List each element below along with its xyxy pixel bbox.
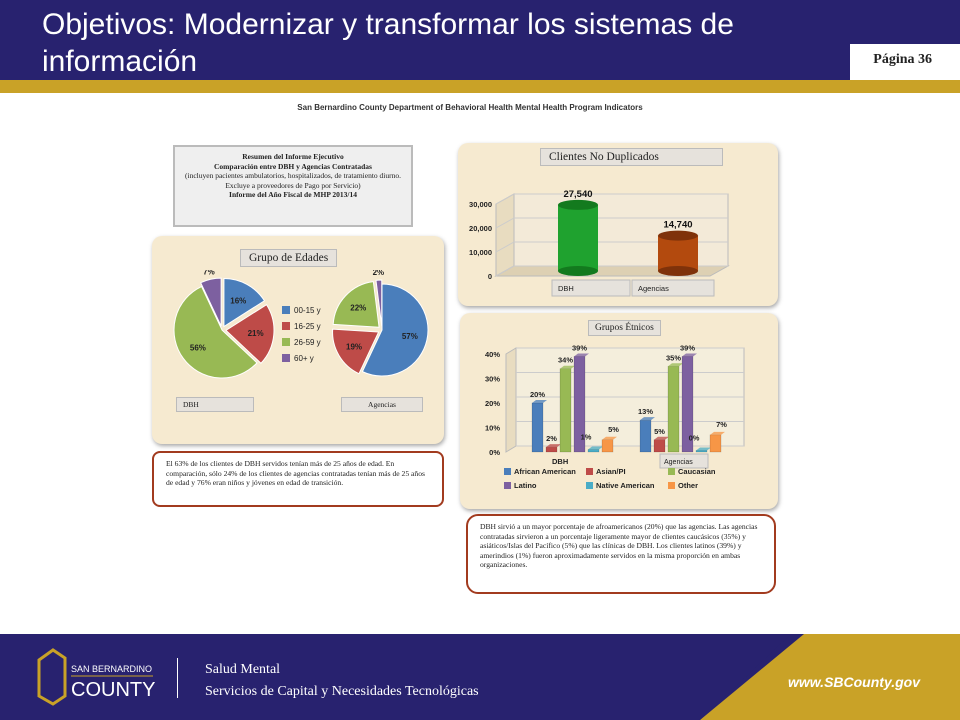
summary-line-4: Informe del Año Fiscal de MHP 2013/14 <box>229 190 357 199</box>
ethnic-legend-swatch-2 <box>668 468 675 475</box>
clients-bar-base-0 <box>558 266 598 276</box>
logo-top-text: SAN BERNARDINO <box>71 664 153 674</box>
age-agencias-label: Agencias <box>341 397 423 412</box>
ethnic-bar-0-5 <box>602 440 613 452</box>
pie-legend-label-3: 60+ y <box>294 354 314 363</box>
ethnic-label-0-0: 20% <box>529 390 546 399</box>
pie-1-label-0: 57% <box>401 332 418 342</box>
ethnic-label-1-0: 13% <box>637 407 654 417</box>
ethnic-legend-label-4: Native American <box>596 481 655 490</box>
footer-line-2: Servicios de Capital y Necesidades Tecnológicas <box>205 684 479 699</box>
pie-legend-swatch-0 <box>282 306 290 314</box>
ethnic-bar-top-0-4 <box>588 447 603 450</box>
ethnic-label-1-4: 0% <box>688 433 700 443</box>
clients-bar-base-1 <box>658 266 698 276</box>
ethnic-title: Grupos Étnicos <box>588 320 661 336</box>
ethnic-legend-label-5: Other <box>678 481 699 490</box>
ethnic-bar-chart <box>460 338 778 506</box>
clients-ytick-1: 10,000 <box>469 248 492 257</box>
pie-legend-label-0: 00-15 y <box>294 306 321 315</box>
ethnic-ytick-3: 30% <box>484 374 500 384</box>
ethnic-bar-1-0 <box>640 420 651 452</box>
ethnic-ytick-2: 20% <box>484 399 500 408</box>
logo-main-text: COUNTY <box>71 679 156 701</box>
ethnic-ytick-0: 0% <box>489 448 500 457</box>
summary-line-2: Comparación entre DBH y Agencias Contratadas <box>214 161 372 171</box>
document-title: San Bernardino County Department of Behavioral Health Mental Health Program Indicators <box>297 103 643 112</box>
summary-line-1: Resumen del Informe Ejecutivo <box>242 152 344 161</box>
pie-legend-label-1: 16-25 y <box>294 322 321 331</box>
website-link[interactable]: www.SBCounty.gov <box>788 674 920 690</box>
ethnic-bar-0-1 <box>546 447 557 452</box>
ethnic-bar-0-2 <box>560 369 571 452</box>
ethnic-legend-label-0: African American <box>514 467 576 476</box>
ethnic-wall-left <box>506 348 516 452</box>
ethnic-label-0-4: 1% <box>580 432 592 442</box>
ethnic-bar-0-0 <box>532 403 543 452</box>
clients-bar-top-1 <box>658 231 698 241</box>
clients-bar-top-0 <box>558 200 598 210</box>
ethnic-label-1-3: 39% <box>679 343 696 353</box>
county-logo <box>35 646 157 708</box>
footer-divider <box>177 658 178 698</box>
age-dbh-label: DBH <box>176 397 254 412</box>
ethnic-legend-swatch-3 <box>504 482 511 489</box>
pie-1-label-1: 19% <box>346 342 363 352</box>
ethnic-bar-0-4 <box>588 450 599 452</box>
ethnic-bar-top-1-4 <box>696 448 711 451</box>
clients-value-1: 14,740 <box>663 219 693 231</box>
ethnic-label-0-5: 5% <box>608 424 619 434</box>
age-description: El 63% de los clientes de DBH servidos tenían más de 25 años de edad. En comparación, sólo 24% de los clientes de agencias contratadas tenían más de 25 años de edad y 76% eran niños y jóvenes en edad de transición. <box>152 451 444 507</box>
pie-legend-swatch-3 <box>282 354 290 362</box>
ethnic-cat-1: Agencias <box>664 459 693 466</box>
clients-bar-1 <box>658 236 698 271</box>
clients-wall-left <box>496 194 514 276</box>
ethnic-legend-label-2: Caucasian <box>678 467 716 476</box>
clients-bar-0 <box>558 205 598 271</box>
ethnic-cat-0: DBH <box>552 457 569 466</box>
pie-0-label-2: 56% <box>189 343 206 353</box>
footer-line-1: Salud Mental <box>205 662 281 677</box>
pie-1-label-3: 2% <box>372 270 385 278</box>
age-group-title: Grupo de Edades <box>240 249 337 267</box>
ethnic-ytick-4: 40% <box>484 350 500 359</box>
pie-0-label-3: 7% <box>203 270 215 277</box>
clients-cat-1: Agencias <box>638 284 669 293</box>
ethnic-legend-label-3: Latino <box>514 481 537 490</box>
summary-box <box>173 145 413 227</box>
pie-legend-swatch-2 <box>282 338 290 346</box>
pie-1-label-2: 22% <box>350 303 367 313</box>
ethnic-legend-label-1: Asian/PI <box>596 467 626 476</box>
clients-title: Clientes No Duplicados <box>540 148 723 166</box>
ethnic-legend-swatch-0 <box>504 468 511 475</box>
ethnic-label-0-1: 2% <box>546 434 557 444</box>
pie-legend-swatch-1 <box>282 322 290 330</box>
ethnic-bar-1-4 <box>696 451 707 453</box>
pie-legend-label-2: 26-59 y <box>294 338 321 347</box>
ethnic-legend-swatch-1 <box>586 468 593 475</box>
clients-ytick-2: 20,000 <box>469 224 492 233</box>
clients-ytick-3: 30,000 <box>469 200 492 209</box>
slide-title: Objetivos: Modernizar y transformar los sistemas de información <box>42 8 734 78</box>
ethnic-ytick-1: 10% <box>484 423 500 433</box>
ethnic-label-0-3: 39% <box>571 343 588 353</box>
ethnic-description: DBH sirvió a un mayor porcentaje de afroamericanos (20%) que las agencias. Las agencias contratadas sirvieron a un porcentaje ligeramente mayor de clientes caucásicos (35%) y asiáticos/Islas del Pacífico (5%) que las clínicas de DBH. Los clientes latinos (39%) y amerindios (1%) fueron aproximadamente servidos en la misma proporción en ambas organizaciones. <box>466 514 776 594</box>
clients-cat-0: DBH <box>558 284 574 293</box>
ethnic-label-1-5: 7% <box>716 419 727 429</box>
page-number: Página 36 <box>873 52 932 67</box>
ethnic-bar-1-5 <box>710 435 721 452</box>
ethnic-bar-1-1 <box>654 440 665 452</box>
clients-ytick-0: 0 <box>487 272 492 281</box>
ethnic-legend-swatch-4 <box>586 482 593 489</box>
pie-0-label-1: 21% <box>247 329 264 339</box>
header-stripe <box>0 80 960 93</box>
clients-value-0: 27,540 <box>563 188 593 200</box>
clients-bar-chart <box>458 170 778 306</box>
pie-0-label-0: 16% <box>230 296 247 306</box>
summary-line-3: (incluyen pacientes ambulatorios, hospitalizados, de tratamiento diurno. Excluye a proveedores de Pago por Servicio) <box>185 171 401 190</box>
ethnic-legend-swatch-5 <box>668 482 675 489</box>
ethnic-bar-1-2 <box>668 366 679 452</box>
ethnic-label-1-1: 5% <box>654 426 665 436</box>
ethnic-label-0-2: 34% <box>557 355 574 365</box>
age-pie-charts <box>152 270 444 400</box>
ethnic-label-1-2: 35% <box>665 353 682 363</box>
